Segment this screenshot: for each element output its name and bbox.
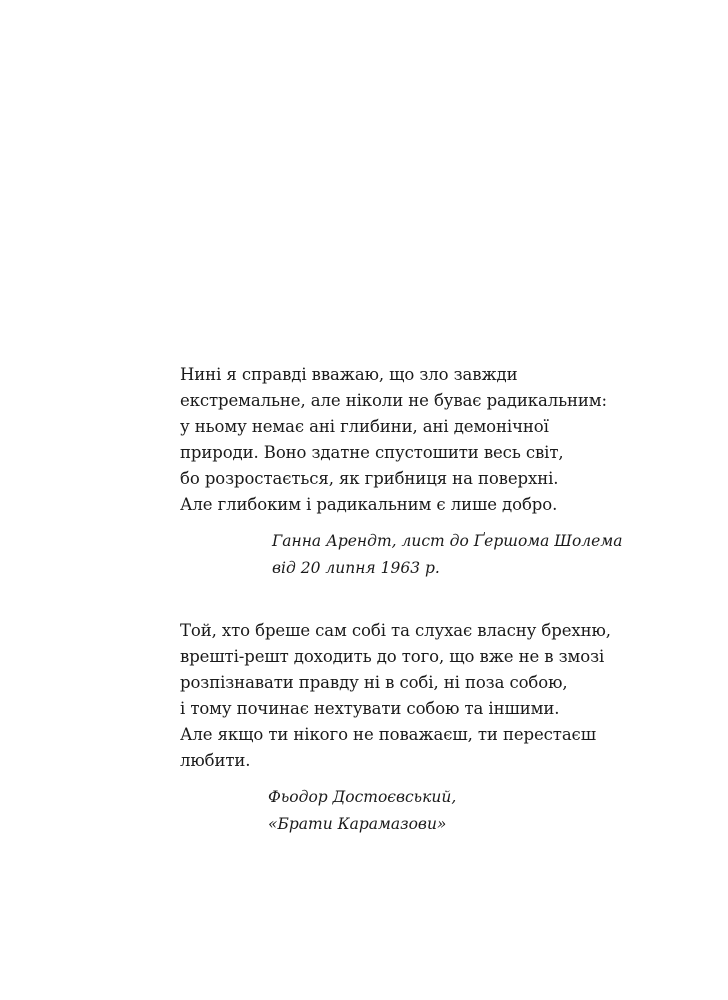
attribution-line: Фьодор Достоєвський,: [268, 788, 457, 806]
quote-line: Нині я справді вважаю, що зло завжди: [180, 365, 518, 384]
quote-line: і тому починає нехтувати собою та іншими.: [180, 699, 560, 718]
quote-line: врешті-решт доходить до того, що вже не в змозі: [180, 647, 605, 666]
attribution: [180, 784, 610, 838]
quote-line: екстремальне, але ніколи не буває радикальним:: [180, 391, 607, 410]
quote-line: природи. Воно здатне спустошити весь світ,: [180, 443, 564, 462]
quote-line: Той, хто бреше сам собі та слухає власну брехню,: [180, 621, 611, 640]
quote-line: у ньому немає ані глибини, ані демонічної: [180, 417, 549, 436]
attribution-line: від 20 липня 1963 р.: [272, 559, 440, 577]
attribution-line: Ганна Арендт, лист до Ґершома Шолема: [272, 532, 623, 550]
epigraph-arendt: [180, 362, 623, 582]
quote-text: [180, 618, 610, 774]
attribution-line: «Брати Карамазови»: [268, 815, 447, 833]
quote-line: Але якщо ти нікого не поважаєш, ти перестаєш: [180, 725, 596, 744]
attribution: [180, 528, 623, 582]
quote-line: Але глибоким і радикальним є лише добро.: [180, 495, 558, 514]
quote-line: розпізнавати правду ні в собі, ні поза собою,: [180, 673, 568, 692]
epigraph-dostoevsky: [180, 618, 610, 838]
quote-line: бо розростається, як грибниця на поверхні.: [180, 469, 559, 488]
quote-line: любити.: [180, 751, 251, 770]
quote-text: [180, 362, 610, 518]
